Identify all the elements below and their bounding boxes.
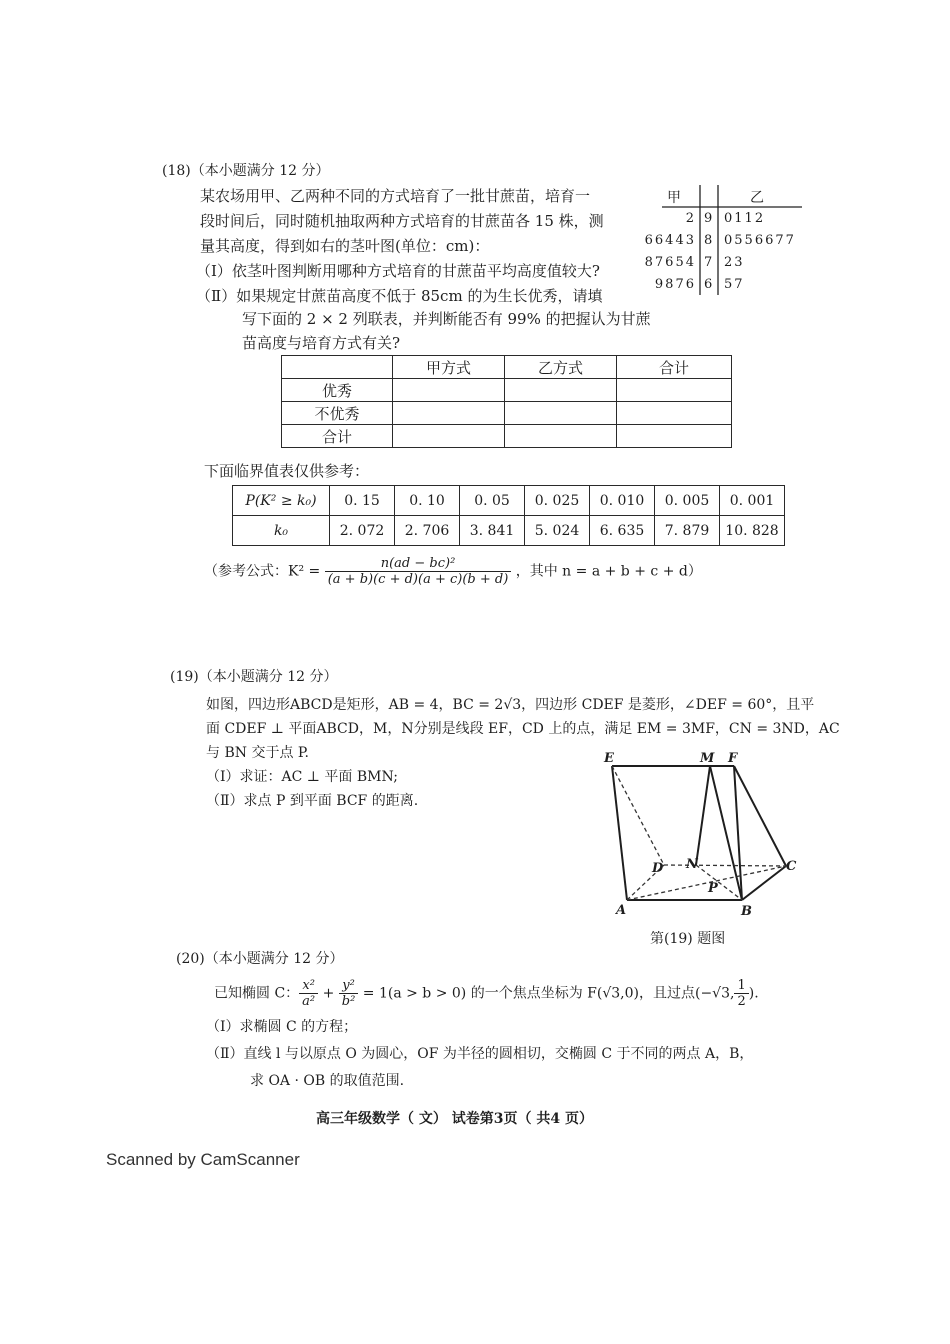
frac-x-num: x²	[299, 978, 318, 994]
scanner-watermark: Scanned by CamScanner	[106, 1150, 300, 1169]
contingency-cell	[505, 379, 617, 402]
q20-part2-cont: 求 OA · OB 的取值范围.	[250, 1073, 405, 1089]
formula-prefix: （参考公式：K² =	[204, 563, 321, 580]
contingency-row	[282, 402, 732, 425]
q20-part1: （Ⅰ）求椭圆 C 的方程；	[206, 1019, 358, 1035]
critical-k-cell: 7. 879	[655, 516, 720, 546]
contingency-row-label: 优秀	[282, 379, 393, 402]
critical-p-cell: 0. 05	[460, 486, 525, 516]
contingency-cell	[505, 425, 617, 448]
formula-numerator: n(ad − bc)²	[325, 556, 512, 572]
frac-y-num: y²	[339, 978, 359, 994]
label-E: E	[604, 751, 614, 766]
label-N: N	[686, 857, 698, 872]
frac-y-den: b²	[341, 994, 356, 1009]
label-F: F	[728, 751, 738, 766]
q18-line2: 段时间后，同时随机抽取两种方式培育的甘蔗苗各 15 株，测	[200, 212, 604, 230]
q20-line1-prefix: 已知椭圆 C：	[214, 985, 300, 1002]
label-M: M	[700, 751, 715, 766]
critical-k-cell: 5. 024	[525, 516, 590, 546]
contingency-row	[282, 379, 732, 402]
contingency-cell	[393, 379, 505, 402]
q20-header: (20)（本小题满分 12 分）	[176, 951, 344, 967]
contingency-cell	[505, 402, 617, 425]
q20-line1-end: ).	[748, 985, 759, 1002]
critical-p-cell: 0. 025	[525, 486, 590, 516]
critical-row-p	[233, 486, 785, 516]
contingency-row-label: 不优秀	[282, 402, 393, 425]
q19-header: (19)（本小题满分 12 分）	[170, 669, 338, 685]
critical-k-cell: 2. 706	[395, 516, 460, 546]
contingency-head-yi: 乙方式	[505, 356, 617, 379]
critical-p-cell: 0. 001	[720, 486, 785, 516]
critical-row-k	[233, 516, 785, 546]
q19-line1: 如图，四边形ABCD是矩形，AB = 4，BC = 2√3，四边形 CDEF 是菱形，∠DEF = 60°，且平	[206, 697, 815, 713]
q18-part2-cont1: 写下面的 2 × 2 列联表，并判断能否有 99% 的把握认为甘蔗	[242, 310, 651, 328]
q18-part1: （Ⅰ）依茎叶图判断用哪种方式培育的甘蔗苗平均高度值较大?	[196, 262, 600, 280]
leaf-left-8: 66443	[644, 233, 696, 248]
formula-fraction	[325, 556, 512, 587]
frac-half-num: 1	[734, 978, 748, 994]
stem-7: 7	[704, 255, 715, 270]
frac-half	[734, 978, 748, 1009]
leaf-right-8: 0556677	[724, 233, 796, 248]
stem-leaf-head-right: 乙	[750, 190, 764, 206]
q20-line1-suffix: = 1(a > b > 0) 的一个焦点坐标为 F(√3,0)，且过点(−√3,	[358, 985, 735, 1002]
q18-line1: 某农场用甲、乙两种不同的方式培育了一批甘蔗苗，培育一	[200, 187, 591, 205]
stem-8: 8	[704, 233, 715, 248]
critical-k-cell: 10. 828	[720, 516, 785, 546]
frac-half-den: 2	[737, 994, 746, 1009]
contingency-row	[282, 425, 732, 448]
critical-row1-label: P(K² ≥ k₀)	[233, 486, 330, 516]
critical-p-cell: 0. 10	[395, 486, 460, 516]
q20-part2: （Ⅱ）直线 l 与以原点 O 为圆心，OF 为半径的圆相切，交椭圆 C 于不同的两点 A，B，	[206, 1046, 754, 1062]
q19-figure-caption: 第(19) 题图	[650, 931, 726, 947]
formula-suffix: ，其中 n = a + b + c + d）	[515, 563, 702, 580]
leaf-right-7: 23	[724, 255, 745, 270]
contingency-row-label: 合计	[282, 425, 393, 448]
stem-leaf-plot	[632, 183, 812, 298]
stem-leaf-head-left: 甲	[667, 190, 681, 206]
critical-intro: 下面临界值表仅供参考：	[204, 462, 370, 480]
contingency-table	[281, 355, 732, 448]
contingency-cell	[617, 425, 732, 448]
q19-part2: （Ⅱ）求点 P 到平面 BCF 的距离.	[206, 793, 419, 809]
formula-denominator: (a + b)(c + d)(a + c)(b + d)	[327, 572, 509, 587]
leaf-left-9: 2	[685, 211, 696, 226]
critical-p-cell: 0. 15	[330, 486, 395, 516]
leaf-left-6: 9876	[654, 277, 696, 292]
label-A: A	[616, 903, 627, 918]
stem-6: 6	[704, 277, 715, 292]
critical-p-cell: 0. 005	[655, 486, 720, 516]
q18-part2: （Ⅱ）如果规定甘蔗苗高度不低于 85cm 的为生长优秀，请填	[196, 287, 603, 305]
contingency-cell	[393, 425, 505, 448]
contingency-cell	[617, 402, 732, 425]
label-C: C	[786, 859, 797, 874]
q18-line3: 量其高度，得到如右的茎叶图(单位：cm)：	[200, 237, 490, 255]
q19-line3: 与 BN 交于点 P.	[206, 745, 309, 761]
frac-y	[339, 978, 359, 1009]
critical-p-cell: 0. 010	[590, 486, 655, 516]
label-B: B	[741, 904, 752, 919]
leaf-right-6: 57	[724, 277, 745, 292]
label-P: P	[708, 881, 718, 896]
q18-header: (18)（本小题满分 12 分）	[162, 163, 330, 179]
q19-part1: （Ⅰ）求证：AC ⊥ 平面 BMN;	[206, 769, 398, 785]
contingency-header-row	[282, 356, 732, 379]
stem-9: 9	[704, 211, 715, 226]
contingency-head-jia: 甲方式	[393, 356, 505, 379]
frac-x	[299, 978, 318, 1009]
q18-part2-cont2: 苗高度与培育方式有关?	[242, 334, 401, 352]
critical-k-cell: 3. 841	[460, 516, 525, 546]
q19-geometry-figure	[596, 748, 806, 926]
reference-formula	[204, 556, 702, 587]
critical-k-cell: 6. 635	[590, 516, 655, 546]
q19-line2: 面 CDEF ⊥ 平面ABCD，M，N分别是线段 EF，CD 上的点，满足 EM = 3MF，CN = 3ND，AC	[206, 721, 840, 737]
frac-x-den: a²	[302, 994, 316, 1009]
critical-value-table	[232, 485, 785, 546]
critical-k-cell: 2. 072	[330, 516, 395, 546]
contingency-cell	[617, 379, 732, 402]
q20-line1: 已知椭圆 C： $\frac{\text{x²}}{\text{a²}}$ + $\frac{\text{y²}}{\text{b²}}$ = 1(a > b > 0) 的一个焦点坐标为 F(√3,0)，且过点(−√3, $\frac{1}{2}$ ).	[214, 978, 759, 1009]
page-footer: 高三年级数学（ 文） 试卷第3页（ 共4 页）	[316, 1111, 593, 1127]
contingency-corner	[282, 356, 393, 379]
contingency-head-total: 合计	[617, 356, 732, 379]
leaf-right-9: 0112	[724, 211, 766, 226]
critical-row2-label: k₀	[233, 516, 330, 546]
contingency-cell	[393, 402, 505, 425]
label-D: D	[652, 861, 664, 876]
leaf-left-7: 87654	[644, 255, 696, 270]
